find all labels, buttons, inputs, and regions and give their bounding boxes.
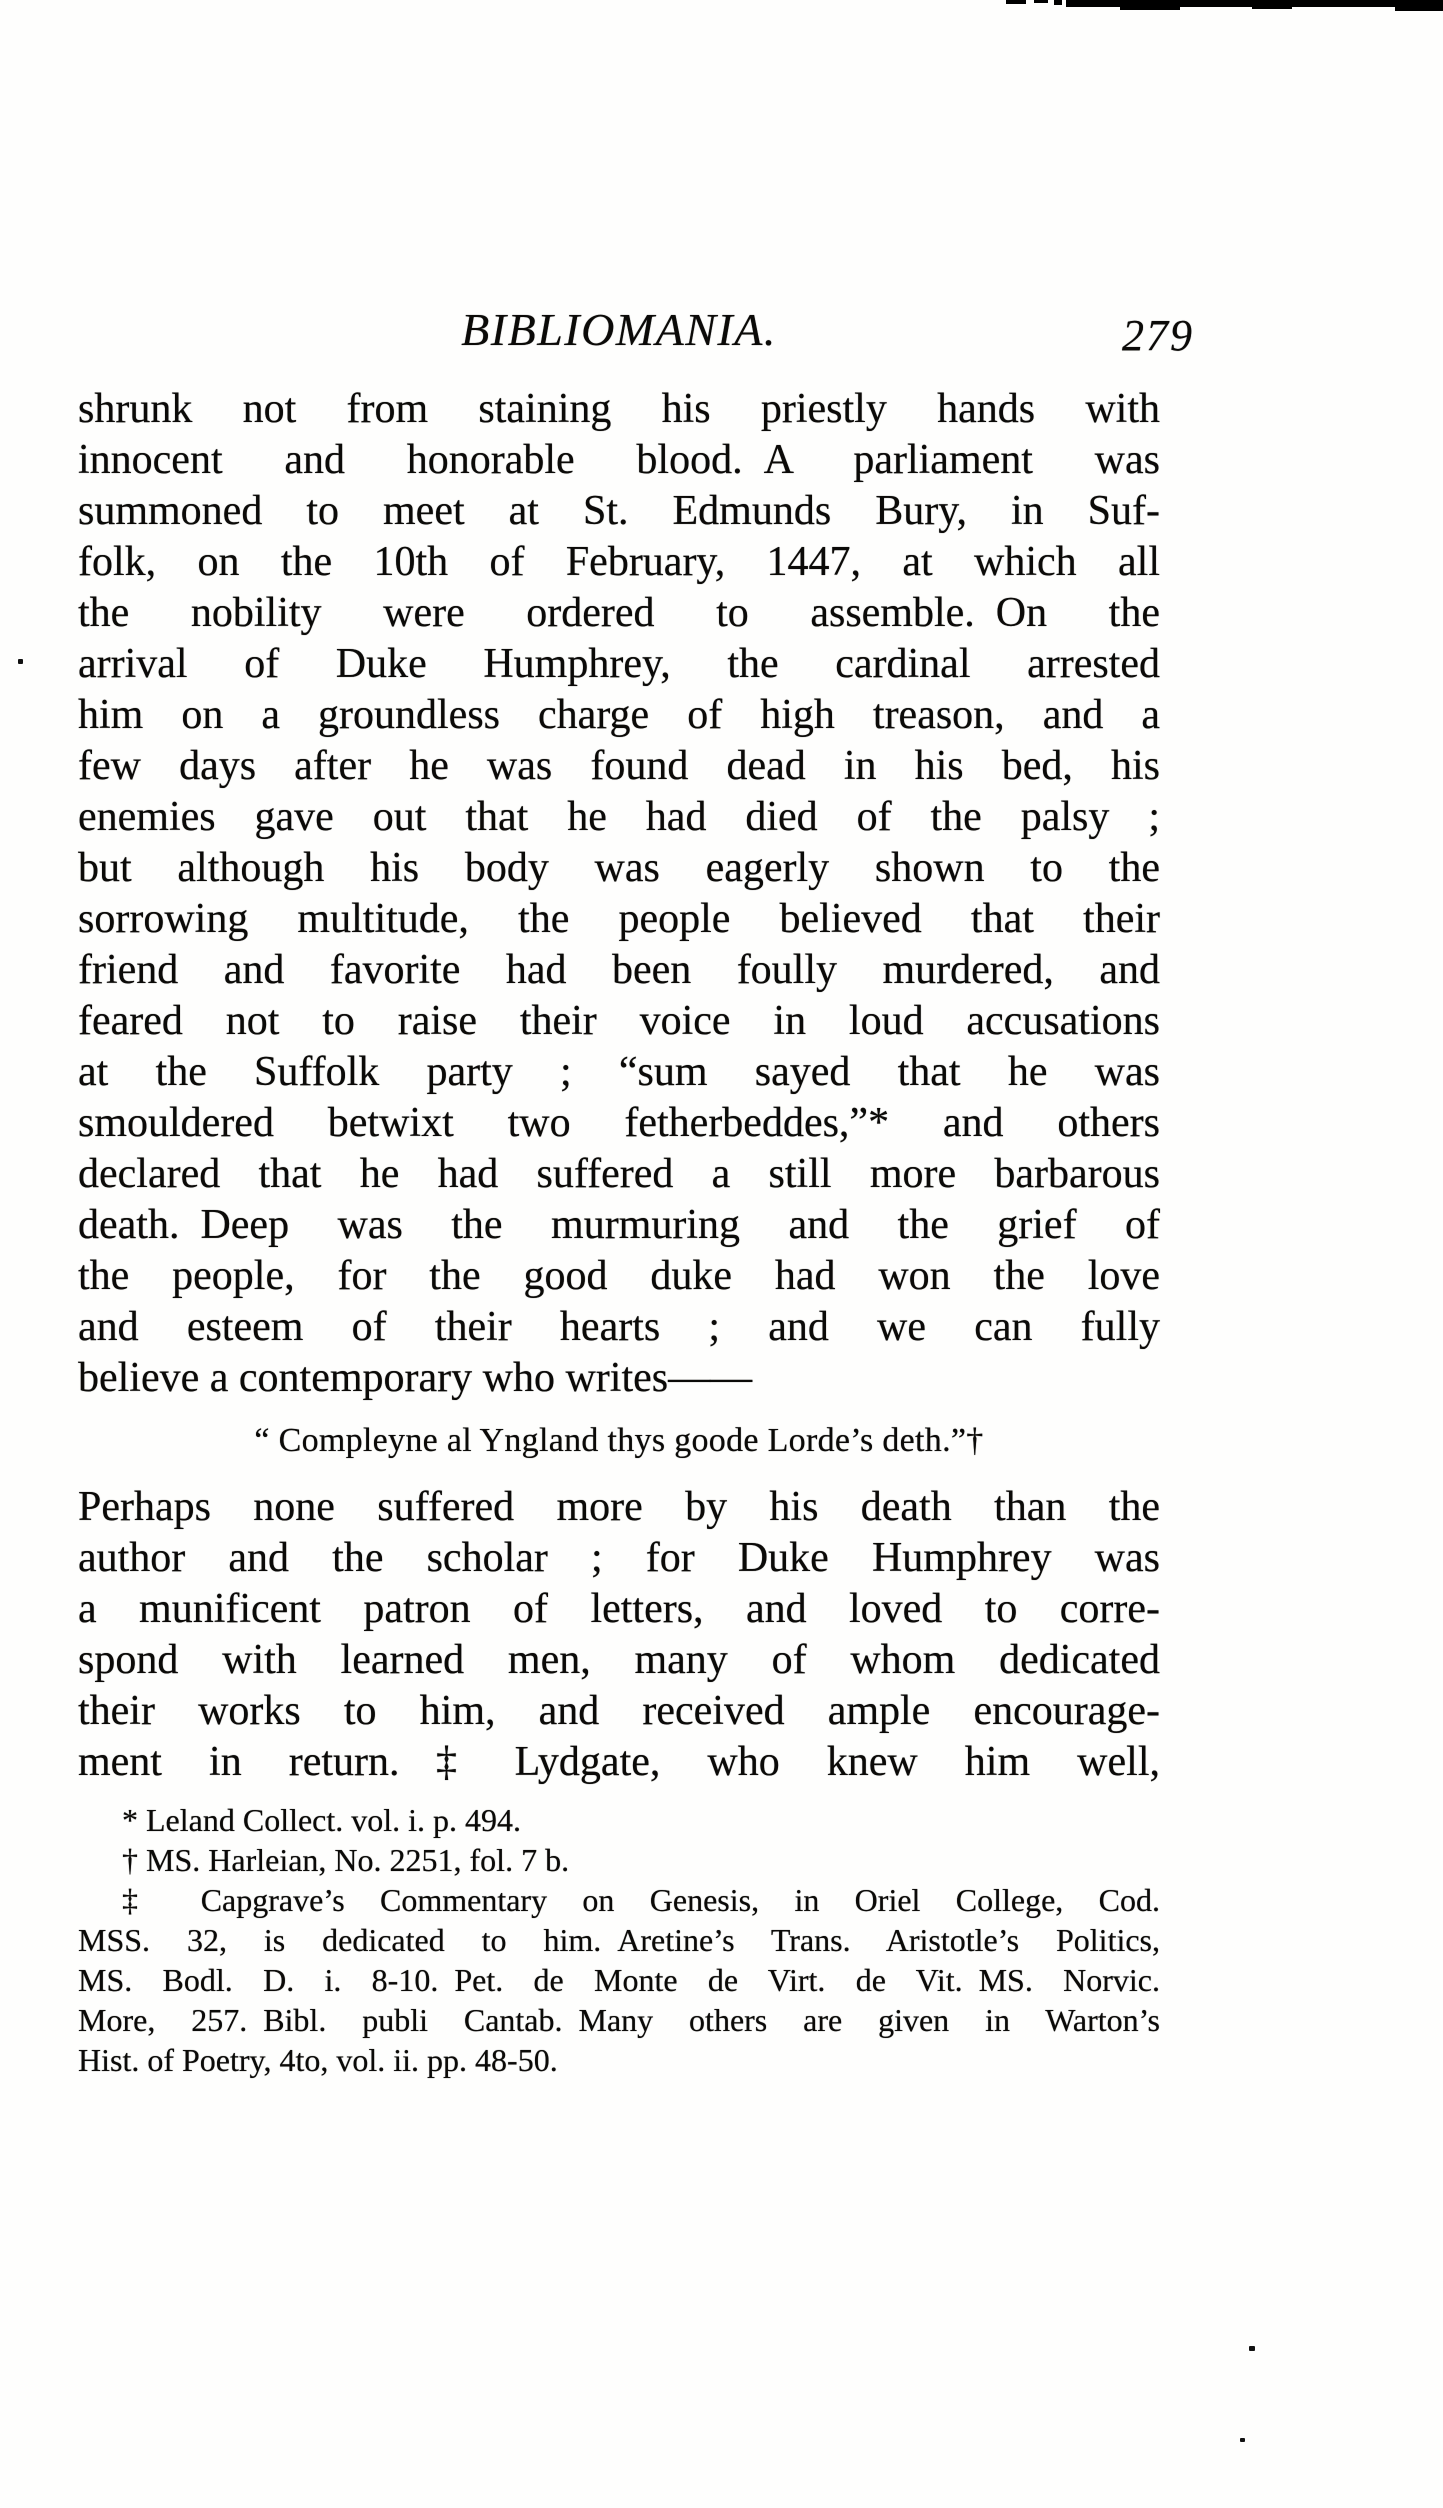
text-line: * Leland Collect. vol. i. p. 494. <box>122 1802 522 1838</box>
text-line: More, 257. Bibl. publi Cantab. Many others are given in Warton’s <box>78 2002 1160 2038</box>
text-line: and esteem of their hearts ; and we can fully <box>78 1304 1160 1350</box>
text-line: shrunk not from staining his priestly hands with <box>78 386 1160 432</box>
paragraph-2 <box>78 1482 1160 1788</box>
scan-artifact-top-edge <box>1006 0 1026 4</box>
text-line: ment in return.‡ Lydgate, who knew him well, <box>78 1739 1160 1785</box>
verse-quote: “ Compleyne al Yngland thys goode Lorde’s deth.”† <box>254 1422 984 1459</box>
text-line: innocent and honorable blood. A parliament was <box>78 437 1160 483</box>
text-line: Perhaps none suffered more by his death than the <box>78 1484 1160 1530</box>
scan-artifact-top-edge <box>1054 0 1062 5</box>
scan-speck <box>1240 2438 1245 2442</box>
text-line: declared that he had suffered a still more barbarous <box>78 1151 1160 1197</box>
page-number: 279 <box>1122 311 1194 360</box>
scan-speck <box>18 659 23 664</box>
scan-artifact-top-edge <box>1252 0 1292 9</box>
text-line: friend and favorite had been foully murdered, and <box>78 947 1160 993</box>
text-line: smouldered betwixt two fetherbeddes,”* and others <box>78 1100 1160 1146</box>
text-line: at the Suffolk party ; “sum sayed that he was <box>78 1049 1160 1095</box>
text-line: spond with learned men, many of whom dedicated <box>78 1637 1160 1683</box>
text-line: him on a groundless charge of high treason, and a <box>78 692 1160 738</box>
text-line: a munificent patron of letters, and loved to corre- <box>78 1586 1160 1632</box>
text-line: sorrowing multitude, the people believed that their <box>78 896 1160 942</box>
text-line: † MS. Harleian, No. 2251, fol. 7 b. <box>122 1842 570 1878</box>
paragraph-1 <box>78 384 1160 1404</box>
text-line: folk, on the 10th of February, 1447, at which all <box>78 539 1160 585</box>
text-line: feared not to raise their voice in loud accusations <box>78 998 1160 1044</box>
scan-artifact-top-edge <box>1395 0 1443 11</box>
scan-speck <box>1249 2346 1255 2351</box>
text-line: ‡ Capgrave’s Commentary on Genesis, in Oriel College, Cod. <box>122 1882 1160 1918</box>
text-line: the people, for the good duke had won the love <box>78 1253 1160 1299</box>
running-title: BIBLIOMANIA. <box>461 304 777 355</box>
scan-artifact-top-edge <box>1120 0 1180 10</box>
text-line: the nobility were ordered to assemble. On the <box>78 590 1160 636</box>
text-line: enemies gave out that he had died of the palsy ; <box>78 794 1160 840</box>
scan-artifact-top-edge <box>1034 0 1048 3</box>
text-line: MS. Bodl. D. i. 8-10. Pet. de Monte de Virt. de Vit. MS. Norvic. <box>78 1962 1160 1998</box>
text-line: MSS. 32, is dedicated to him. Aretine’s Trans. Aristotle’s Politics, <box>78 1922 1160 1958</box>
text-line: believe a contemporary who writes—— <box>78 1355 753 1401</box>
text-line: their works to him, and received ample encourage- <box>78 1688 1160 1734</box>
text-line: summoned to meet at St. Edmunds Bury, in Suf- <box>78 488 1160 534</box>
text-line: but although his body was eagerly shown to the <box>78 845 1160 891</box>
footnotes <box>78 1800 1160 2080</box>
text-line: Hist. of Poetry, 4to, vol. ii. pp. 48-50. <box>78 2042 558 2078</box>
text-line: few days after he was found dead in his bed, his <box>78 743 1160 789</box>
text-line: death. Deep was the murmuring and the grief of <box>78 1202 1160 1248</box>
text-block <box>78 384 1160 2080</box>
text-line: author and the scholar ; for Duke Humphrey was <box>78 1535 1160 1581</box>
text-line: arrival of Duke Humphrey, the cardinal arrested <box>78 641 1160 687</box>
